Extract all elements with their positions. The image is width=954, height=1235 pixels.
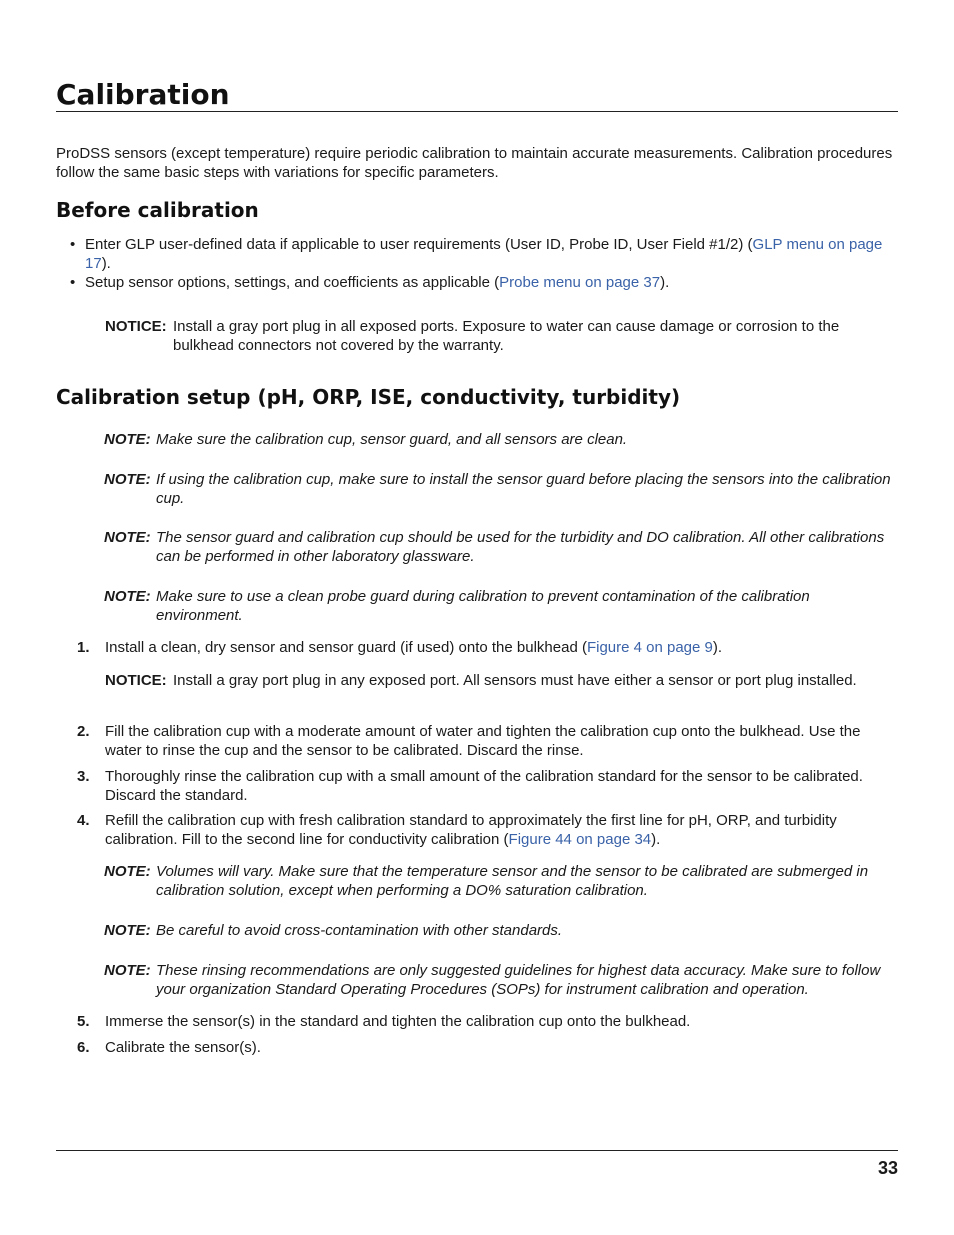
note-label: NOTE: [104,962,151,979]
step-number: 5. [77,1013,90,1030]
step-text: Fill the calibration cup with a moderate amount of water and tighten the calibration cup onto the bulkhead. Use the water to rinse the cup and the sensor to be calibrated. Discard the rinse. [105,723,861,759]
figure-4-link[interactable]: Figure 4 on page 9 [586,639,713,656]
step-number: 3. [77,768,90,785]
step-text: Calibrate the sensor(s). [105,1039,261,1056]
step-number: 2. [77,723,90,740]
note-text: Make sure the calibration cup, sensor guard, and all sensors are clean. [156,431,628,448]
step-text: Thoroughly rinse the calibration cup with a small amount of the calibration standard for the sensor to be calibrated. Discard the standard. [105,768,863,804]
step-text: Immerse the sensor(s) in the standard and tighten the calibration cup onto the bulkhead. [105,1013,691,1030]
note-text: Be careful to avoid cross-contamination with other standards. [156,922,563,939]
note-label: NOTE: [104,863,151,880]
step-number: 4. [77,812,90,829]
note-text: Volumes will vary. Make sure that the temperature sensor and the sensor to be calibrated are submerged in calibration solution, except when performing a DO% saturation calibration. [156,863,869,899]
calibration-setup-heading: Calibration setup (pH, ORP, ISE, conductivity, turbidity) [56,385,681,409]
notice-text: Install a gray port plug in all exposed ports. Exposure to water can cause damage or corrosion to the bulkhead connectors not covered by the warranty. [173,318,840,354]
note-text: These rinsing recommendations are only suggested guidelines for highest data accuracy. Make sure to follow your organization Standard Operating Procedures (SOPs) for instrument calibration and operation. [156,962,881,998]
notice-text: Install a gray port plug in any exposed port. All sensors must have either a sensor or port plug installed. [173,672,857,689]
title-rule [56,111,898,112]
intro-paragraph: ProDSS sensors (except temperature) require periodic calibration to maintain accurate measurements. Calibration procedures follow the same basic steps with variations for specific parameters. [56,145,893,181]
note-label: NOTE: [104,588,151,605]
bullet-text: Enter GLP user-defined data if applicable to user requirements (User ID, Probe ID, User Field #1/2) (GLP menu on page 17). [85,236,883,272]
note-label: NOTE: [104,529,151,546]
before-calibration-heading: Before calibration [56,198,259,222]
bullet-text: Setup sensor options, settings, and coefficients as applicable (Probe menu on page 37). [85,274,670,291]
note-label: NOTE: [104,431,151,448]
footer-rule [56,1150,898,1151]
step-number: 6. [77,1039,90,1056]
probe-menu-link[interactable]: Probe menu on page 37 [499,274,661,291]
page-title: Calibration [56,78,230,111]
note-label: NOTE: [104,922,151,939]
page-number: 33 [877,1158,898,1178]
bullet-dot: • [70,274,76,291]
notice-label: NOTICE: [105,318,167,335]
note-label: NOTE: [104,471,151,488]
note-text: If using the calibration cup, make sure to install the sensor guard before placing the sensors into the calibration cup. [156,471,891,507]
step-text: Install a clean, dry sensor and sensor guard (if used) onto the bulkhead (Figure 4 on page 9). [105,639,723,656]
step-text: Refill the calibration cup with fresh calibration standard to approximately the first line for pH, ORP, and turbidity calibration. Fill to the second line for conductivity calibration (Figure 44 on page 34). [105,812,837,848]
note-text: The sensor guard and calibration cup should be used for the turbidity and DO calibration. All other calibrations can be performed in other laboratory glassware. [156,529,885,565]
figure-44-link[interactable]: Figure 44 on page 34 [508,830,652,848]
notice-label: NOTICE: [105,672,167,689]
bullet-dot: • [70,236,76,253]
note-text: Make sure to use a clean probe guard during calibration to prevent contamination of the calibration environment. [156,588,810,624]
step-number: 1. [77,639,90,656]
glp-menu-link[interactable]: GLP menu on page 17 [85,236,883,272]
